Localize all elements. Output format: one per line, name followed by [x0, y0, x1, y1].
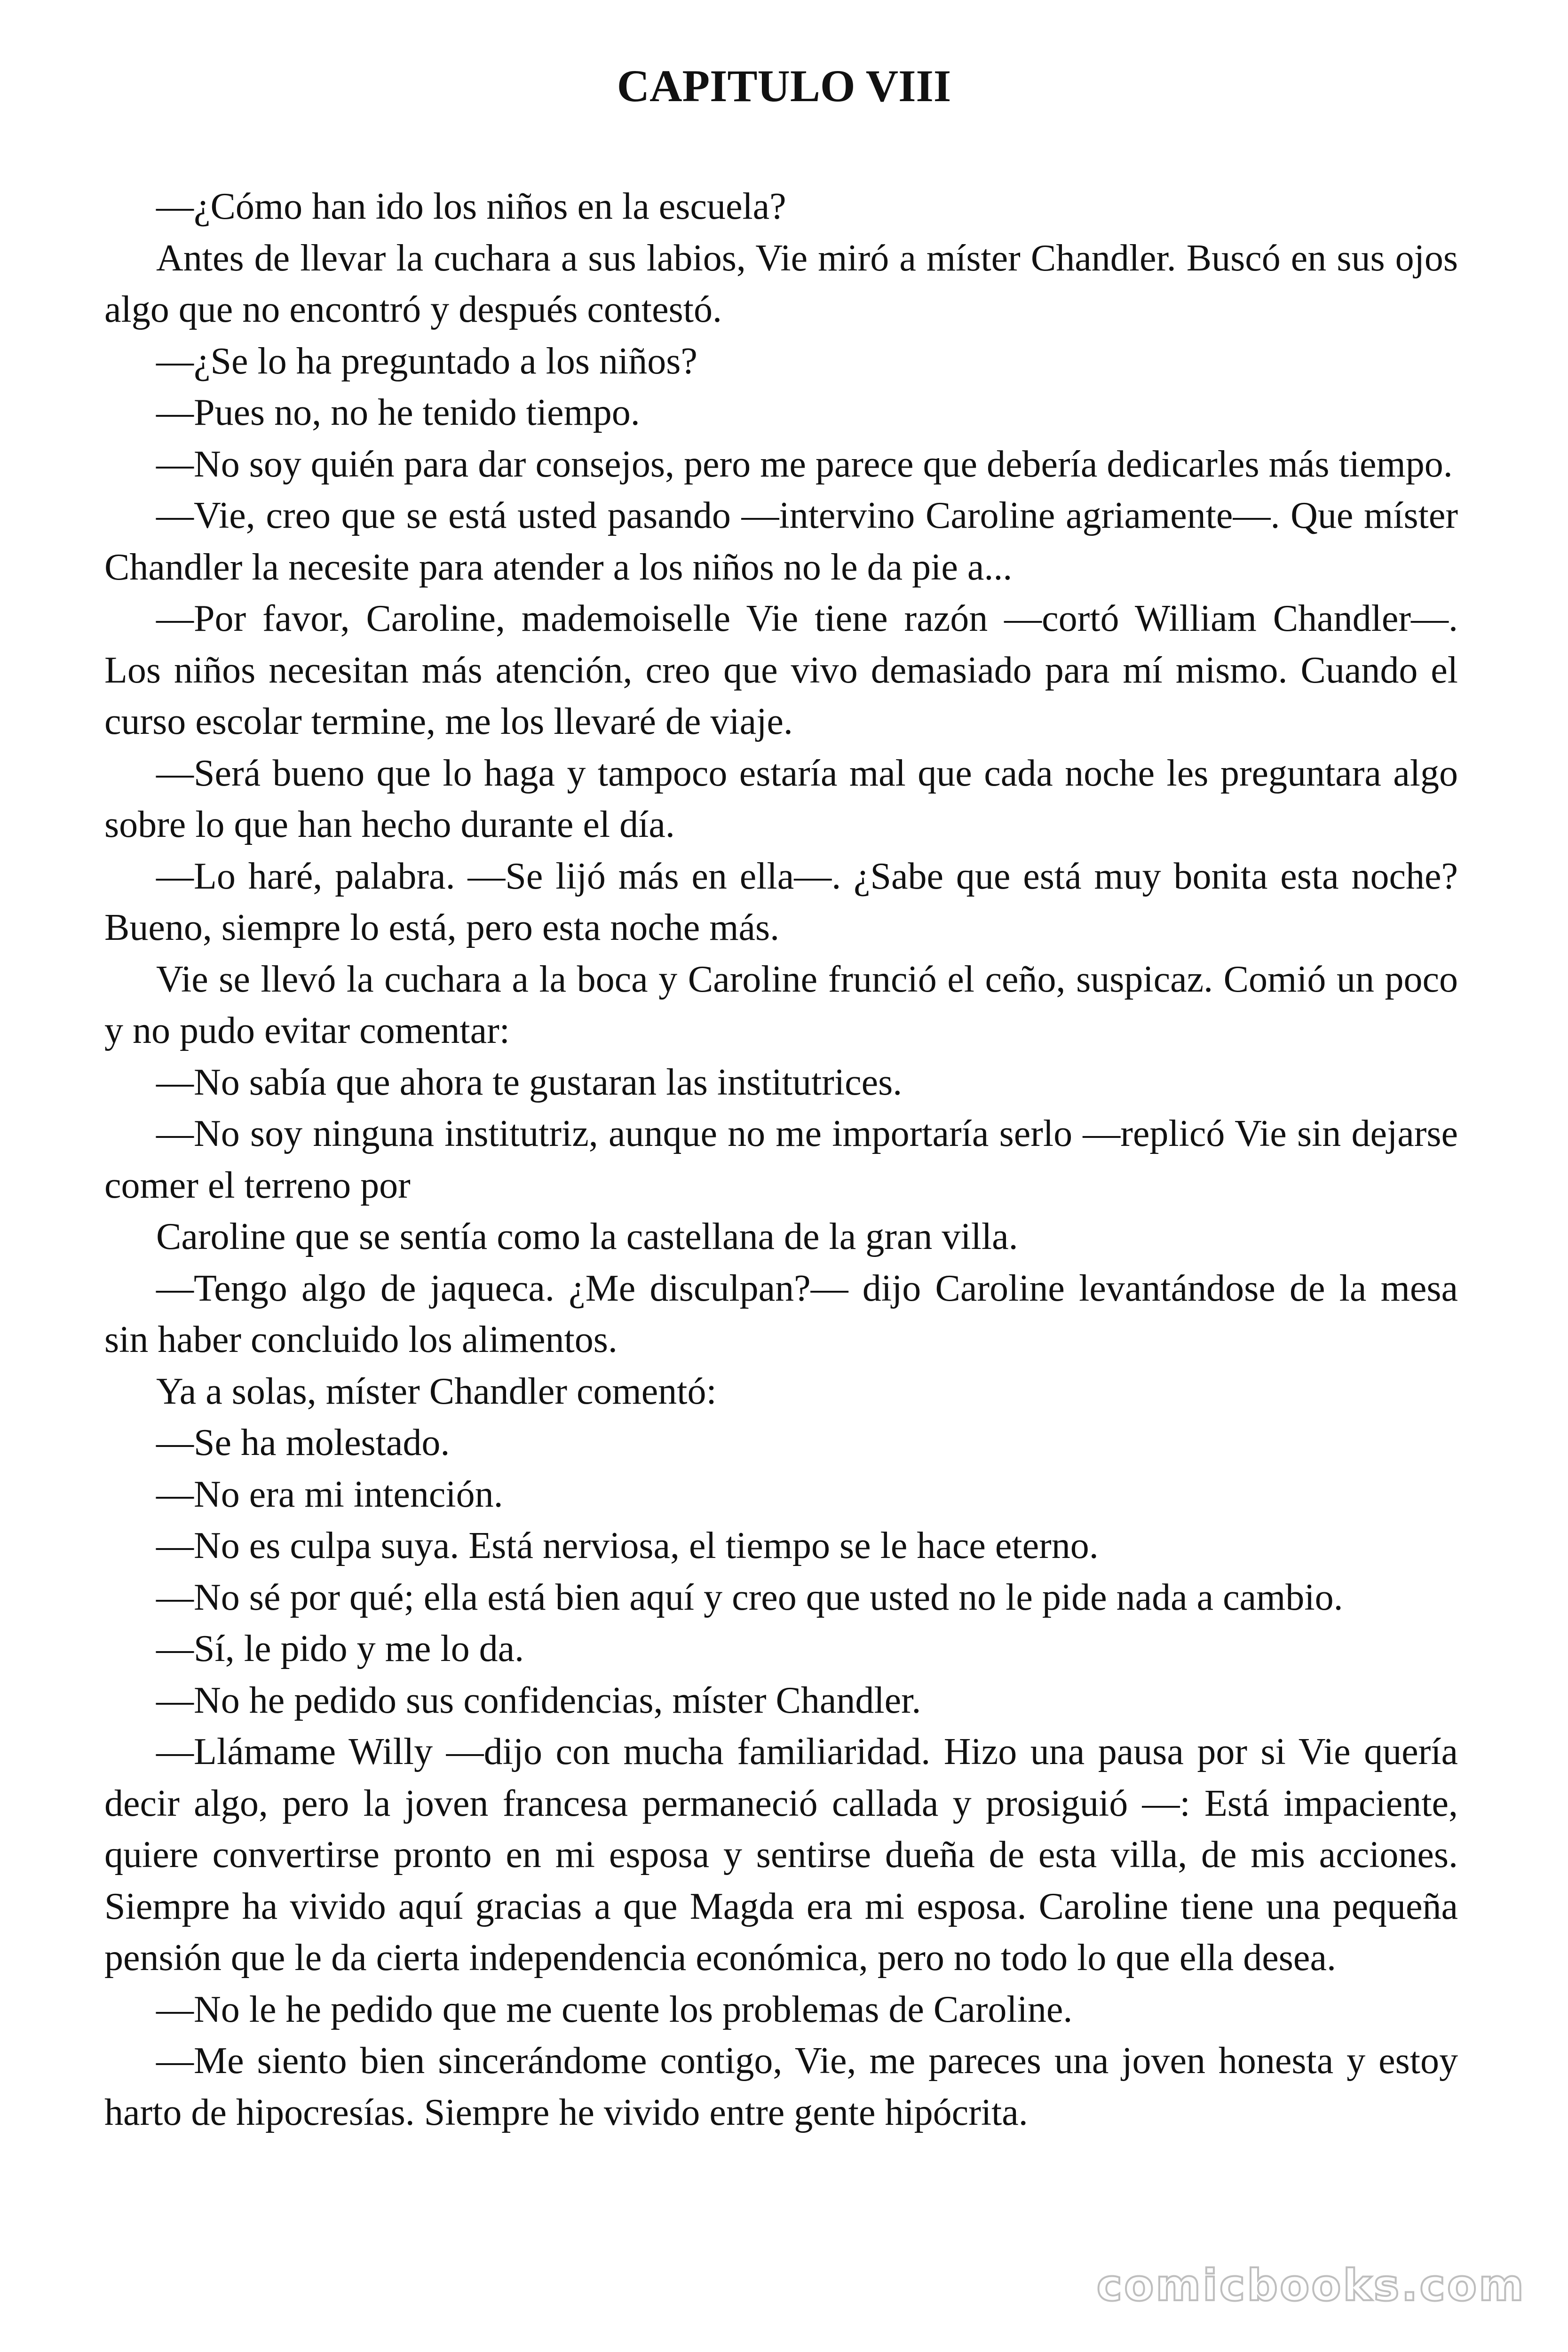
paragraph: —Se ha molestado.	[156, 1422, 450, 1463]
paragraph: —No le he pedido que me cuente los problemas de Caroline.	[156, 1988, 1073, 2030]
paragraph: —No soy ninguna institutriz, aunque no me importaría serlo —replicó Vie sin dejarse comer el terreno por	[104, 1113, 1458, 1206]
chapter-title: CAPITULO VIII	[617, 61, 951, 111]
paragraph: —No he pedido sus confidencias, míster Chandler.	[156, 1679, 921, 1721]
watermark-logo: comicbooks.com	[1096, 2260, 1526, 2311]
paragraph: Vie se llevó la cuchara a la boca y Caroline frunció el ceño, suspicaz. Comió un poco y no pudo evitar comentar:	[104, 958, 1458, 1051]
paragraph: —Será bueno que lo haga y tampoco estaría mal que cada noche les preguntara algo sobre lo que han hecho durante el día.	[104, 752, 1458, 845]
paragraph: —No sabía que ahora te gustaran las institutrices.	[156, 1061, 903, 1103]
paragraph: —Por favor, Caroline, mademoiselle Vie tiene razón —cortó William Chandler—. Los niños necesitan más atención, creo que vivo demasiado para mí mismo. Cuando el curso escolar termine, me los llevaré de viaje.	[104, 598, 1458, 742]
paragraph: —Lo haré, palabra. —Se lijó más en ella—. ¿Sabe que está muy bonita esta noche? Bueno, siempre lo está, pero esta noche más.	[104, 855, 1458, 948]
paragraph: —Me siento bien sincerándome contigo, Vie, me pareces una joven honesta y estoy harto de hipocresías. Siempre he vivido entre gente hipócrita.	[104, 2040, 1458, 2133]
paragraph: Caroline que se sentía como la castellana de la gran villa.	[156, 1216, 1018, 1257]
paragraph: —No sé por qué; ella está bien aquí y creo que usted no le pide nada a cambio.	[156, 1576, 1343, 1618]
paragraph: Antes de llevar la cuchara a sus labios, Vie miró a míster Chandler. Buscó en sus ojos algo que no encontró y después contestó.	[104, 237, 1458, 330]
paragraph: —Tengo algo de jaqueca. ¿Me disculpan?— dijo Caroline levantándose de la mesa sin haber concluido los alimentos.	[104, 1267, 1458, 1360]
paragraph: —No era mi intención.	[156, 1473, 503, 1515]
paragraph: —Vie, creo que se está usted pasando —intervino Caroline agriamente—. Que míster Chandler la necesite para atender a los niños no le da pie a...	[104, 495, 1458, 588]
paragraph: —Sí, le pido y me lo da.	[156, 1628, 524, 1669]
paragraph: —Llámame Willy —dijo con mucha familiaridad. Hizo una pausa por si Vie quería decir algo, pero la joven francesa permaneció callada y prosiguió —: Está impaciente, quiere convertirse pronto en mi esposa y sentirse dueña de esta villa, de mis acciones. Siempre ha vivido aquí gracias a que Magda era mi esposa. Caroline tiene una pequeña pensión que le da cierta independencia económica, pero no todo lo que ella desea.	[104, 1731, 1458, 1979]
paragraph: —¿Cómo han ido los niños en la escuela?	[156, 186, 786, 227]
paragraph: —Pues no, no he tenido tiempo.	[156, 392, 640, 433]
body-text	[104, 181, 1458, 2138]
paragraph: —No soy quién para dar consejos, pero me parece que debería dedicarles más tiempo.	[156, 443, 1453, 485]
paragraph: —¿Se lo ha preguntado a los niños?	[156, 340, 697, 382]
paragraph: —No es culpa suya. Está nerviosa, el tiempo se le hace eterno.	[156, 1525, 1099, 1566]
paragraph: Ya a solas, míster Chandler comentó:	[156, 1370, 717, 1412]
